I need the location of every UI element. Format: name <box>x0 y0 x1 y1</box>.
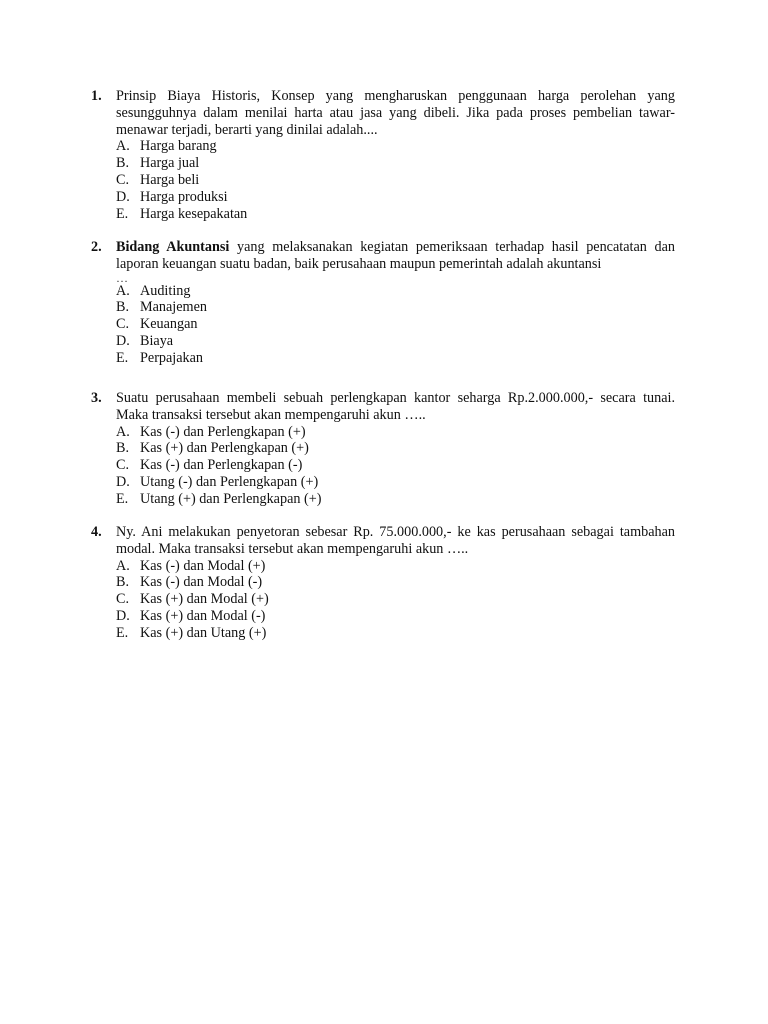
question-number: 1. <box>91 88 102 104</box>
option-list <box>116 424 675 508</box>
option-text: Keuangan <box>140 316 198 333</box>
question-number: 3. <box>91 390 102 406</box>
option-letter: D. <box>116 607 130 624</box>
option-text: Kas (+) dan Modal (-) <box>140 607 266 624</box>
option-text: Kas (+) dan Modal (+) <box>140 591 269 608</box>
option-letter: A. <box>116 138 130 155</box>
question-4 <box>91 524 675 642</box>
option-d <box>116 474 675 491</box>
question-trailing-ellipsis: … <box>116 270 128 285</box>
option-letter: E. <box>116 349 129 366</box>
question-3 <box>91 390 675 508</box>
option-text: Harga jual <box>140 155 200 172</box>
option-list <box>116 558 675 642</box>
option-text: Kas (+) dan Perlengkapan (+) <box>140 440 309 457</box>
option-letter: A. <box>116 557 130 574</box>
option-text: Utang (+) dan Perlengkapan (+) <box>140 490 322 507</box>
option-text: Harga barang <box>140 138 217 155</box>
question-number: 2. <box>91 239 102 255</box>
option-a <box>116 283 675 300</box>
option-letter: C. <box>116 171 130 188</box>
question-number: 4. <box>91 524 102 540</box>
option-c <box>116 316 675 333</box>
option-letter: C. <box>116 316 130 333</box>
option-b <box>116 299 675 316</box>
option-text: Manajemen <box>140 299 207 316</box>
option-text: Biaya <box>140 332 174 349</box>
option-c <box>116 591 675 608</box>
question-body <box>116 239 675 367</box>
question-body <box>116 390 675 508</box>
option-list <box>116 283 675 367</box>
option-letter: E. <box>116 490 129 507</box>
option-text: Auditing <box>140 282 191 299</box>
option-letter: B. <box>116 440 130 457</box>
option-text: Utang (-) dan Perlengkapan (+) <box>140 473 319 490</box>
option-e <box>116 206 675 223</box>
option-c <box>116 172 675 189</box>
question-text <box>116 239 675 273</box>
question-text: Suatu perusahaan membeli sebuah perlengkapan kantor seharga Rp.2.000.000,- secara tunai. Maka transaksi tersebut akan mempengaruhi akun ….. <box>116 390 675 423</box>
option-text: Perpajakan <box>140 349 204 366</box>
option-a <box>116 558 675 575</box>
question-body <box>116 524 675 642</box>
question-text: Ny. Ani melakukan penyetoran sebesar Rp. 75.000.000,- ke kas perusahaan sebagai tambahan modal. Maka transaksi tersebut akan mempengaruhi akun ….. <box>116 524 675 557</box>
question-2 <box>91 239 675 367</box>
option-e <box>116 350 675 367</box>
option-letter: A. <box>116 423 130 440</box>
option-a <box>116 424 675 441</box>
option-letter: C. <box>116 591 130 608</box>
option-letter: D. <box>116 473 130 490</box>
question-text: Prinsip Biaya Historis, Konsep yang mengharuskan penggunaan harga perolehan yang sesungguhnya dalam menilai harta atau jasa yang dibeli. Jika pada proses pembelian tawar-menawar terjadi, berarti yang dinilai adalah.... <box>116 88 675 138</box>
option-e <box>116 625 675 642</box>
option-text: Kas (+) dan Utang (+) <box>140 624 267 641</box>
option-letter: B. <box>116 299 130 316</box>
option-letter: E. <box>116 624 129 641</box>
option-letter: D. <box>116 188 130 205</box>
option-b <box>116 440 675 457</box>
question-bold-lead: Bidang Akuntansi <box>116 239 230 255</box>
option-letter: B. <box>116 574 130 591</box>
option-letter: A. <box>116 282 130 299</box>
option-letter: B. <box>116 155 130 172</box>
option-letter: D. <box>116 332 130 349</box>
question-text-rest: yang melaksanakan kegiatan pemeriksaan terhadap hasil pencatatan dan laporan keuangan suatu badan, baik perusahaan maupun pemerintah adalah akuntansi <box>116 239 675 272</box>
option-d <box>116 608 675 625</box>
option-d <box>116 333 675 350</box>
option-b <box>116 574 675 591</box>
option-list <box>116 138 675 222</box>
option-text: Kas (-) dan Modal (+) <box>140 557 266 574</box>
question-1 <box>91 88 675 222</box>
option-text: Kas (-) dan Perlengkapan (-) <box>140 457 303 474</box>
option-text: Kas (-) dan Perlengkapan (+) <box>140 423 306 440</box>
option-text: Harga kesepakatan <box>140 205 248 222</box>
option-text: Harga produksi <box>140 188 228 205</box>
option-c <box>116 457 675 474</box>
option-e <box>116 491 675 508</box>
option-a <box>116 138 675 155</box>
option-letter: E. <box>116 205 129 222</box>
question-body <box>116 88 675 222</box>
option-letter: C. <box>116 457 130 474</box>
option-d <box>116 189 675 206</box>
option-b <box>116 155 675 172</box>
option-text: Harga beli <box>140 171 200 188</box>
option-text: Kas (-) dan Modal (-) <box>140 574 263 591</box>
